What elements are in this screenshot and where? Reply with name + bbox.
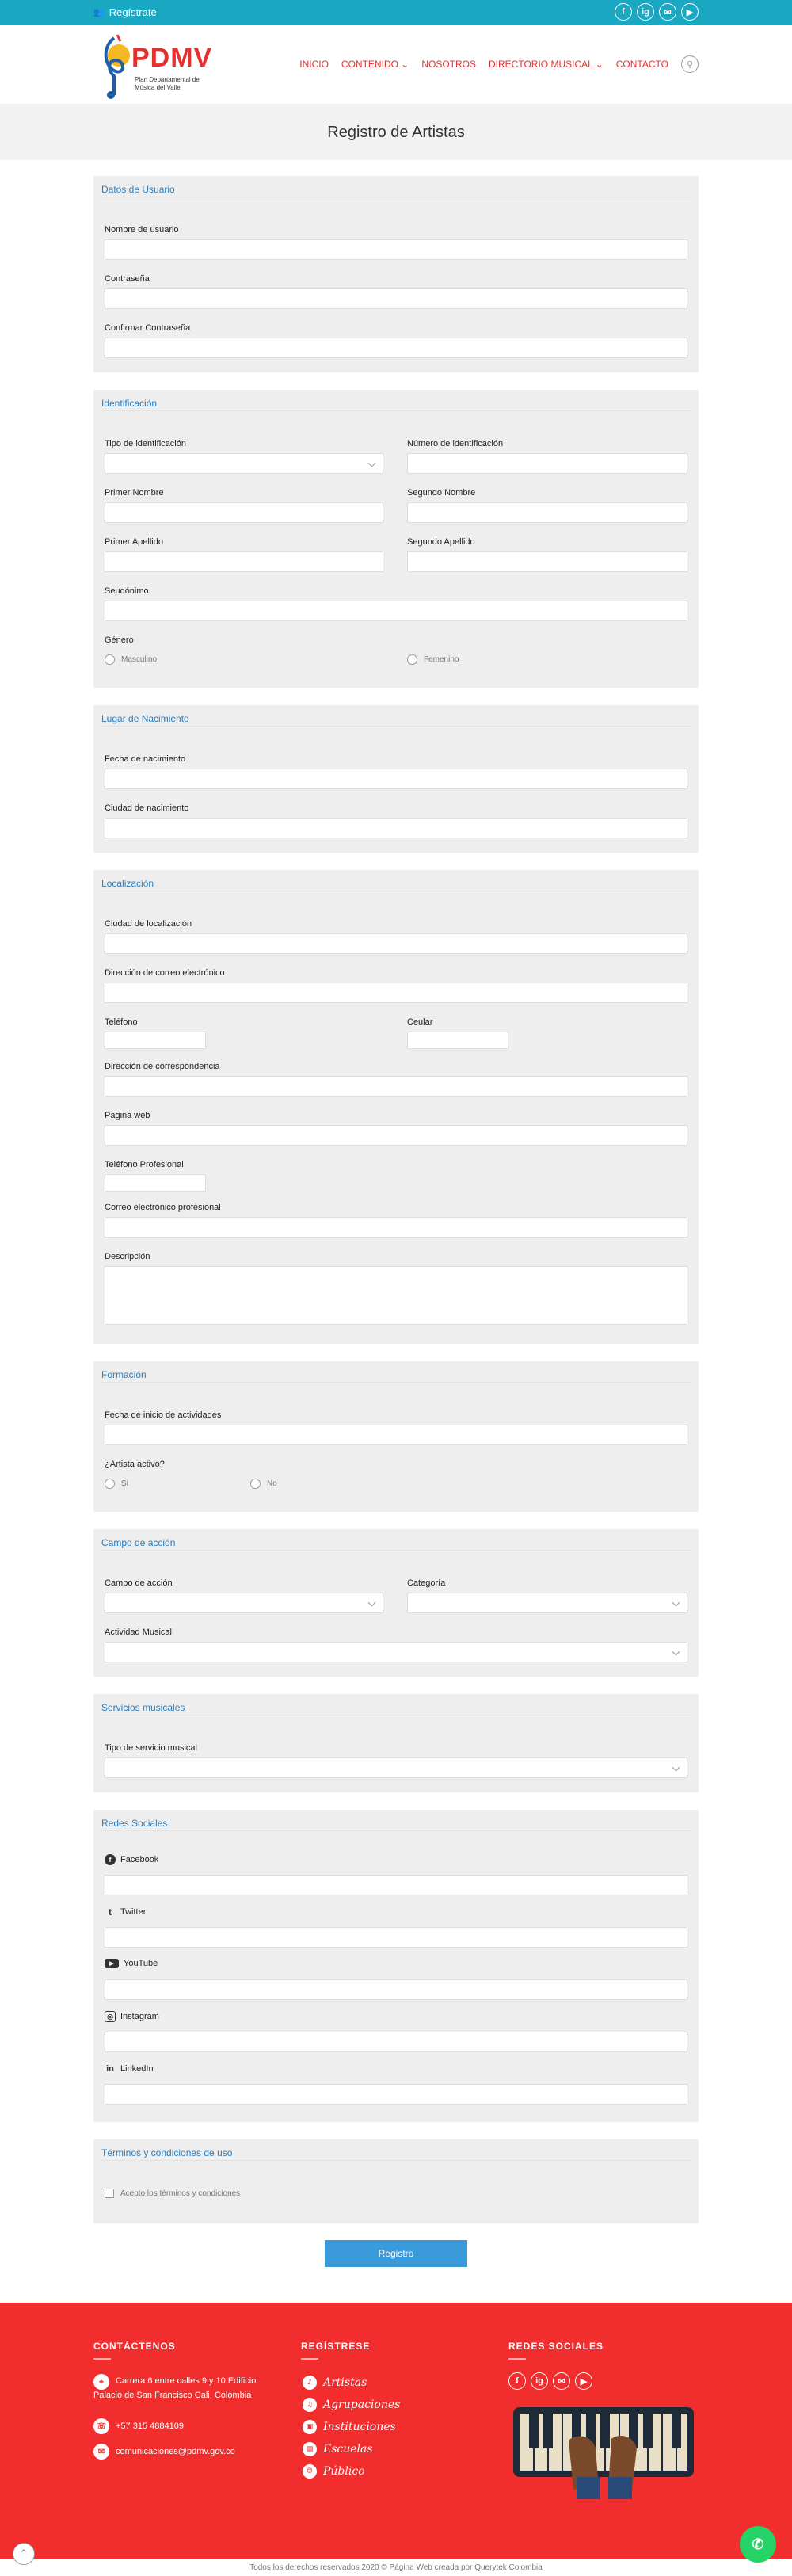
field-select[interactable] — [105, 1593, 383, 1613]
label-id-number: Número de identificación — [407, 439, 504, 448]
logo-subtitle: Plan Departamental de Música del Valle — [135, 76, 200, 91]
label-facebook: f Facebook — [105, 1854, 158, 1865]
section-title: Localización — [101, 878, 154, 889]
first-lastname-input[interactable] — [105, 551, 383, 572]
location-city-input[interactable] — [105, 933, 687, 954]
section-title: Servicios musicales — [101, 1702, 185, 1713]
scroll-top-button[interactable] — [13, 2543, 35, 2565]
divider — [101, 1382, 691, 1383]
section-music-services — [93, 1694, 699, 1792]
password-input[interactable] — [105, 288, 687, 309]
section-title: Términos y condiciones de uso — [101, 2147, 233, 2158]
instagram-icon[interactable]: ig — [637, 3, 654, 21]
register-publico[interactable]: ☺ Público — [303, 2464, 365, 2479]
gender-male-radio[interactable]: Masculino — [105, 654, 157, 665]
section-title: Redes Sociales — [101, 1818, 168, 1829]
site-header — [0, 25, 792, 105]
footer-phone[interactable]: ☏ +57 315 4884109 — [93, 2418, 184, 2434]
label-location-city: Ciudad de localización — [105, 919, 192, 929]
users-icon: 👥 — [93, 8, 105, 17]
divider — [101, 410, 691, 411]
nav-inicio[interactable]: INICIO — [299, 59, 329, 70]
institution-icon: ▣ — [303, 2420, 317, 2434]
website-input[interactable] — [105, 1125, 687, 1146]
footer-register-title: REGÍSTRESE — [301, 2341, 371, 2352]
nav-contacto[interactable]: CONTACTO — [615, 59, 668, 70]
footer-contact — [93, 2341, 176, 2360]
search-button[interactable] — [681, 55, 699, 73]
register-label: Regístrate — [109, 6, 157, 18]
submit-button[interactable]: Registro — [325, 2240, 467, 2267]
linkedin-icon: in — [106, 2064, 114, 2074]
footer-register — [301, 2341, 370, 2360]
id-number-input[interactable] — [407, 453, 687, 474]
footer-social-icons — [508, 2372, 592, 2390]
divider — [93, 2358, 111, 2360]
label-website: Página web — [105, 1111, 150, 1120]
section-title: Campo de acción — [101, 1537, 176, 1548]
section-title: Lugar de Nacimiento — [101, 713, 189, 724]
second-name-input[interactable] — [407, 502, 687, 523]
label-twitter: t Twitter — [105, 1906, 146, 1918]
start-date-input[interactable] — [105, 1425, 687, 1445]
label-email: Dirección de correo electrónico — [105, 968, 225, 978]
email-input[interactable] — [105, 983, 687, 1003]
youtube-icon: ▶ — [105, 1959, 119, 1968]
label-id-type: Tipo de identificación — [105, 439, 186, 448]
register-agrupaciones[interactable]: ♫ Agrupaciones — [303, 2398, 400, 2412]
label-mobile: Ceular — [407, 1017, 433, 1027]
divider — [101, 2160, 691, 2161]
group-icon: ♫ — [303, 2398, 317, 2412]
radio-circle — [105, 1479, 115, 1489]
email-icon[interactable]: ✉ — [659, 3, 676, 21]
section-birthplace — [93, 705, 699, 853]
label-active-artist: ¿Artista activo? — [105, 1460, 165, 1469]
public-icon: ☺ — [303, 2464, 317, 2479]
section-title: Identificación — [101, 398, 158, 409]
radio-circle — [250, 1479, 261, 1489]
mobile-input[interactable] — [407, 1032, 508, 1049]
professional-email-input[interactable] — [105, 1217, 687, 1238]
divider — [101, 1550, 691, 1551]
label-confirm-password: Confirmar Contraseña — [105, 323, 191, 333]
whatsapp-button[interactable] — [740, 2526, 776, 2563]
whatsapp-icon: ✆ — [752, 2536, 764, 2552]
facebook-icon: f — [105, 1854, 116, 1865]
youtube-icon[interactable]: ▶ — [575, 2372, 592, 2390]
phone-icon: ☏ — [93, 2418, 109, 2434]
label-category: Categoría — [407, 1578, 446, 1588]
logo-text: PDMV — [131, 43, 213, 73]
checkbox-box — [105, 2189, 114, 2198]
label-professional-email: Correo electrónico profesional — [105, 1203, 221, 1212]
description-textarea[interactable] — [105, 1266, 687, 1325]
nav-directorio[interactable]: DIRECTORIO MUSICAL ⌄ — [489, 59, 604, 70]
copyright-text: Todos los derechos reservados 2020 © Página Web creada por Querytek Colombia — [249, 2563, 543, 2572]
section-title: Formación — [101, 1369, 147, 1380]
treble-clef-logo-icon — [93, 32, 133, 100]
chevron-up-icon: ⌃ — [19, 2547, 29, 2559]
chevron-down-icon: ⌄ — [401, 59, 409, 70]
musical-activity-select[interactable] — [105, 1642, 687, 1662]
username-input[interactable] — [105, 239, 687, 260]
page-title: Registro de Artistas — [327, 124, 465, 141]
chevron-down-icon: ⌄ — [595, 59, 604, 70]
section-user-data — [93, 176, 699, 372]
top-bar — [0, 0, 792, 25]
footer-address: ⌖ Carrera 6 entre calles 9 y 10 Edificio Palacio de San Francisco Cali, Colombia — [93, 2374, 256, 2402]
label-password: Contraseña — [105, 274, 150, 284]
radio-circle — [407, 654, 417, 665]
label-field: Campo de acción — [105, 1578, 173, 1588]
search-icon: ⚲ — [686, 59, 694, 70]
divider — [101, 726, 691, 727]
radio-circle — [105, 654, 115, 665]
footer-social-title: REDES SOCIALES — [508, 2341, 604, 2352]
nav-contenido[interactable]: CONTENIDO ⌄ — [341, 59, 409, 70]
youtube-input[interactable] — [105, 1979, 687, 2000]
site-logo[interactable] — [93, 32, 212, 100]
instagram-icon[interactable]: ig — [531, 2372, 548, 2390]
divider — [508, 2358, 526, 2360]
top-social-icons — [615, 3, 699, 21]
category-select[interactable] — [407, 1593, 687, 1613]
school-icon: ▤ — [303, 2442, 317, 2456]
artist-icon: ♪ — [303, 2376, 317, 2390]
label-description: Descripción — [105, 1252, 150, 1261]
birth-date-input[interactable] — [105, 769, 687, 789]
label-second-name: Segundo Nombre — [407, 488, 476, 498]
label-username: Nombre de usuario — [105, 225, 179, 235]
linkedin-input[interactable] — [105, 2084, 687, 2105]
terms-checkbox[interactable]: Acepto los términos y condiciones — [105, 2189, 240, 2198]
instagram-input[interactable] — [105, 2032, 687, 2052]
label-pseudonym: Seudónimo — [105, 586, 149, 596]
section-location — [93, 870, 699, 1344]
active-yes-radio[interactable]: Si — [105, 1479, 128, 1489]
service-type-select[interactable] — [105, 1757, 687, 1778]
register-instituciones[interactable]: ▣ Instituciones — [303, 2420, 396, 2434]
piano-illustration-icon — [513, 2401, 694, 2502]
email-icon: ✉ — [93, 2444, 109, 2460]
register-artistas[interactable]: ♪ Artistas — [303, 2376, 367, 2390]
label-youtube: ▶ YouTube — [105, 1959, 158, 1968]
second-lastname-input[interactable] — [407, 551, 687, 572]
footer-social — [508, 2341, 604, 2360]
label-mail-address: Dirección de correspondencia — [105, 1062, 220, 1071]
label-birth-date: Fecha de nacimiento — [105, 754, 186, 764]
location-icon: ⌖ — [93, 2374, 109, 2390]
label-musical-activity: Actividad Musical — [105, 1628, 172, 1637]
label-phone: Teléfono — [105, 1017, 138, 1027]
divider — [301, 2358, 318, 2360]
confirm-password-input[interactable] — [105, 338, 687, 358]
footer-email[interactable]: ✉ comunicaciones@pdmv.gov.co — [93, 2444, 235, 2460]
section-social-networks — [93, 1810, 699, 2122]
facebook-input[interactable] — [105, 1875, 687, 1895]
label-service-type: Tipo de servicio musical — [105, 1743, 197, 1753]
facebook-icon[interactable]: f — [508, 2372, 526, 2390]
label-professional-phone: Teléfono Profesional — [105, 1160, 184, 1170]
label-linkedin: in LinkedIn — [105, 2063, 154, 2074]
instagram-icon: ◎ — [105, 2011, 116, 2022]
id-type-select[interactable] — [105, 453, 383, 474]
site-footer — [0, 2303, 792, 2559]
twitter-input[interactable] — [105, 1927, 687, 1948]
register-link[interactable] — [93, 6, 157, 18]
section-training — [93, 1361, 699, 1512]
phone-input[interactable] — [105, 1032, 206, 1049]
label-second-lastname: Segundo Apellido — [407, 537, 475, 547]
email-icon[interactable]: ✉ — [553, 2372, 570, 2390]
divider — [101, 1830, 691, 1831]
active-no-radio[interactable]: No — [250, 1479, 277, 1489]
section-terms — [93, 2139, 699, 2223]
gender-female-radio[interactable]: Femenino — [407, 654, 459, 665]
mail-address-input[interactable] — [105, 1076, 687, 1097]
section-identification — [93, 390, 699, 688]
youtube-icon[interactable]: ▶ — [681, 3, 699, 21]
twitter-icon: t — [109, 1906, 112, 1918]
section-field-of-action — [93, 1529, 699, 1677]
label-birth-city: Ciudad de nacimiento — [105, 803, 189, 813]
label-gender: Género — [105, 635, 134, 645]
footer-contact-title: CONTÁCTENOS — [93, 2341, 176, 2352]
copyright-bar — [0, 2559, 792, 2576]
professional-phone-input[interactable] — [105, 1174, 206, 1192]
label-first-name: Primer Nombre — [105, 488, 164, 498]
birth-city-input[interactable] — [105, 818, 687, 838]
pseudonym-input[interactable] — [105, 601, 687, 621]
register-escuelas[interactable]: ▤ Escuelas — [303, 2442, 373, 2456]
first-name-input[interactable] — [105, 502, 383, 523]
title-band — [0, 105, 792, 160]
label-start-date: Fecha de inicio de actividades — [105, 1410, 222, 1420]
main-nav — [299, 55, 699, 73]
facebook-icon[interactable]: f — [615, 3, 632, 21]
nav-nosotros[interactable]: NOSOTROS — [421, 59, 476, 70]
label-instagram: ◎ Instagram — [105, 2011, 159, 2022]
section-title: Datos de Usuario — [101, 184, 175, 195]
label-first-lastname: Primer Apellido — [105, 537, 163, 547]
